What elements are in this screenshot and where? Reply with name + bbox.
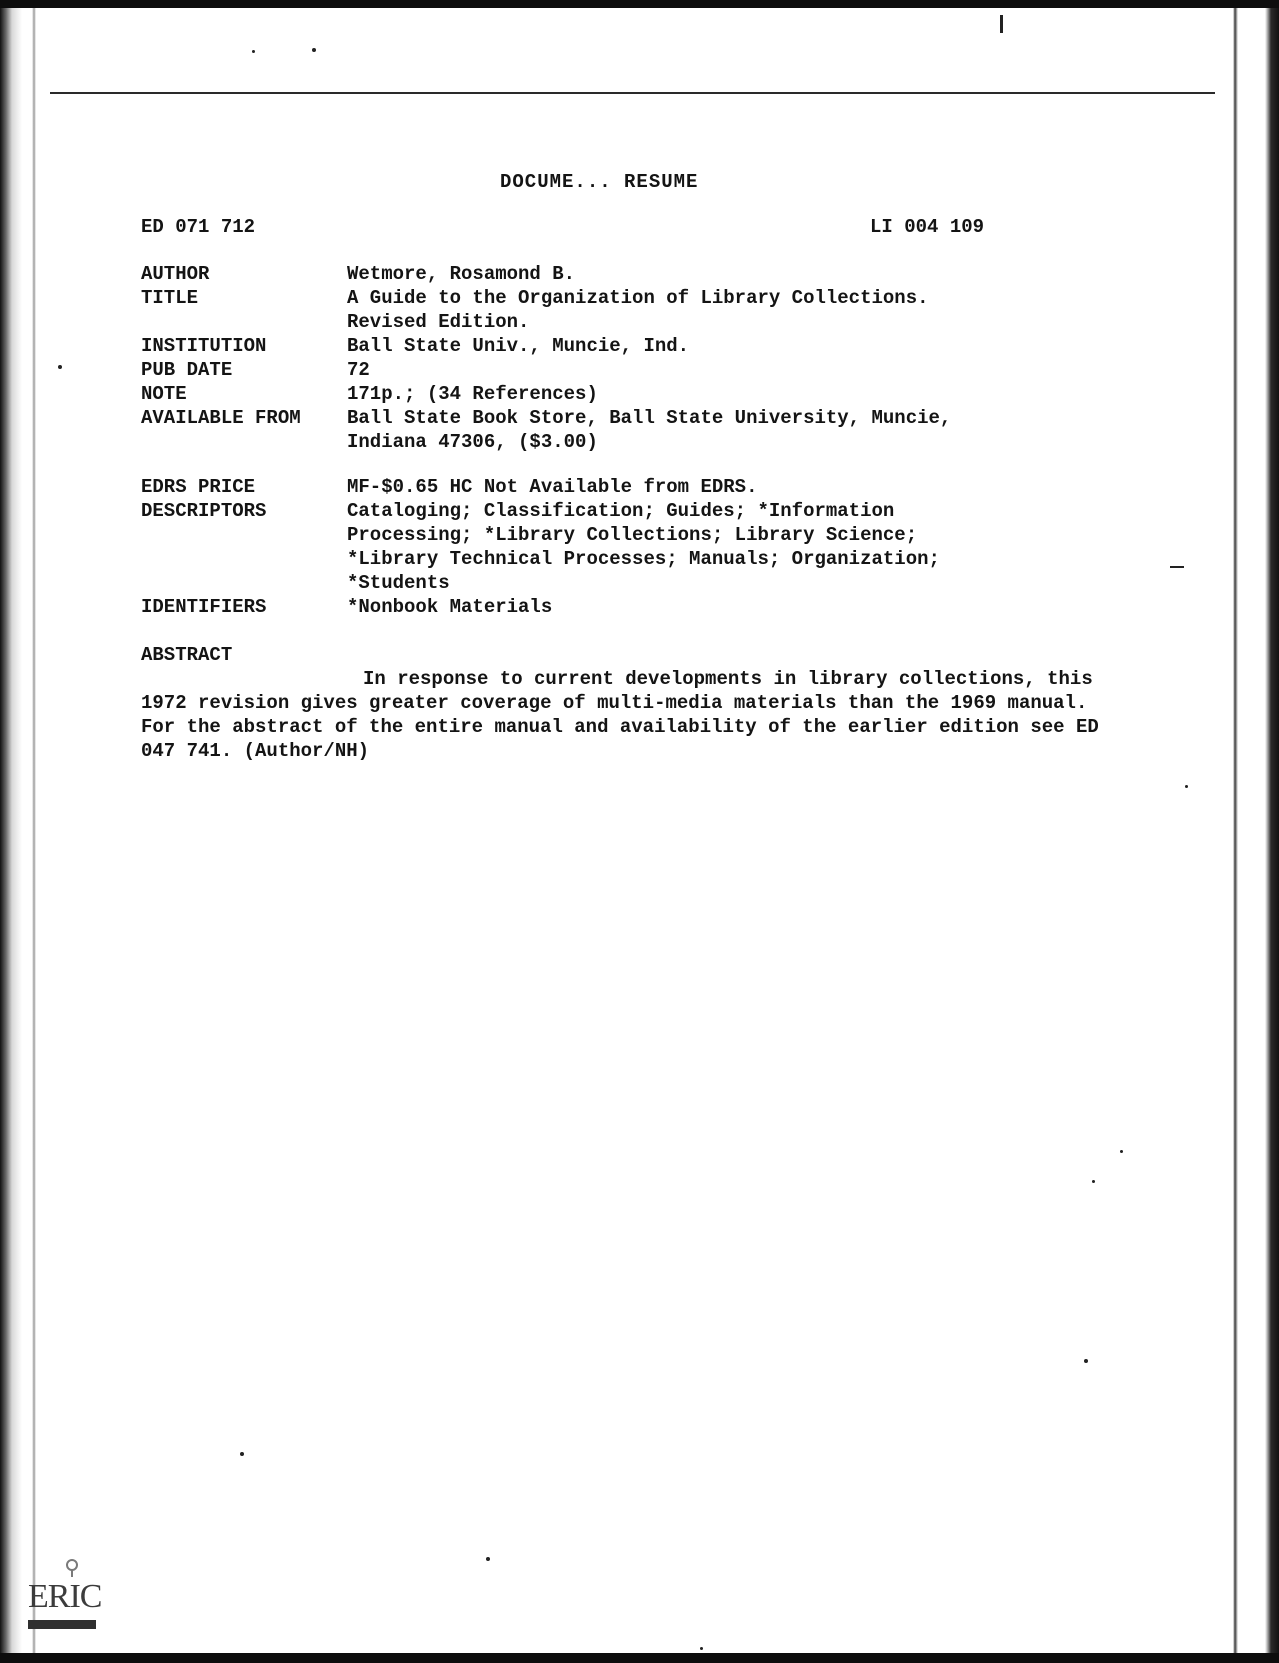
scan-speck xyxy=(1092,1180,1095,1183)
scan-speck xyxy=(252,50,255,53)
field-label-identifiers: IDENTIFIERS xyxy=(141,596,267,618)
field-value-available-from: Ball State Book Store, Ball State University, Muncie, Indiana 47306, ($3.00) xyxy=(347,407,952,453)
field-label-pub-date: PUB DATE xyxy=(141,359,233,381)
scan-speck xyxy=(1185,785,1188,788)
field-label-descriptors: DESCRIPTORS xyxy=(141,500,267,522)
scan-speck xyxy=(312,48,316,52)
eric-logo-text: ERIC xyxy=(28,1578,102,1615)
field-value-pub-date: 72 xyxy=(347,359,370,381)
scan-speck xyxy=(1084,1359,1088,1363)
field-value-edrs-price: MF-$0.65 HC Not Available from EDRS. xyxy=(347,476,758,498)
scan-speck xyxy=(58,365,62,369)
field-label-title: TITLE xyxy=(141,287,199,309)
field-label-edrs-price: EDRS PRICE xyxy=(141,476,256,498)
abstract-label: ABSTRACT xyxy=(141,644,233,666)
document-heading: DOCUME... RESUME xyxy=(500,171,699,193)
eric-logo-bar xyxy=(28,1620,96,1629)
field-label-author: AUTHOR xyxy=(141,263,210,285)
scan-speck xyxy=(240,1452,244,1456)
field-value-identifiers: *Nonbook Materials xyxy=(347,596,553,618)
scan-speck xyxy=(700,1647,703,1650)
field-label-institution: INSTITUTION xyxy=(141,335,267,357)
field-label-note: NOTE xyxy=(141,383,187,405)
scan-speck xyxy=(1170,566,1184,568)
scan-speck xyxy=(1000,15,1003,33)
scan-speck xyxy=(486,1557,490,1561)
field-value-note: 171p.; (34 References) xyxy=(347,383,598,405)
field-label-available-from: AVAILABLE FROM xyxy=(141,407,301,429)
field-value-author: Wetmore, Rosamond B. xyxy=(347,263,576,285)
li-number: LI 004 109 xyxy=(870,216,985,238)
field-value-title: A Guide to the Organization of Library Collections. Revised Edition. xyxy=(347,287,929,333)
eric-logo xyxy=(24,1550,104,1640)
field-value-descriptors: Cataloging; Classification; Guides; *Information Processing; *Library Collections; Library Science; *Library Technical Processes; Manuals; Organization; *Students xyxy=(347,500,940,594)
field-value-institution: Ball State Univ., Muncie, Ind. xyxy=(347,335,690,357)
abstract-text: In response to current developments in library collections, this 1972 revision gives greater coverage of multi-media materials than the 1969 manual. For the abstract of the entire manual and availability of the earlier edition see ED 047 741. (Author/NH) xyxy=(141,668,1099,762)
scan-speck xyxy=(1120,1150,1123,1153)
ed-number: ED 071 712 xyxy=(141,216,256,238)
